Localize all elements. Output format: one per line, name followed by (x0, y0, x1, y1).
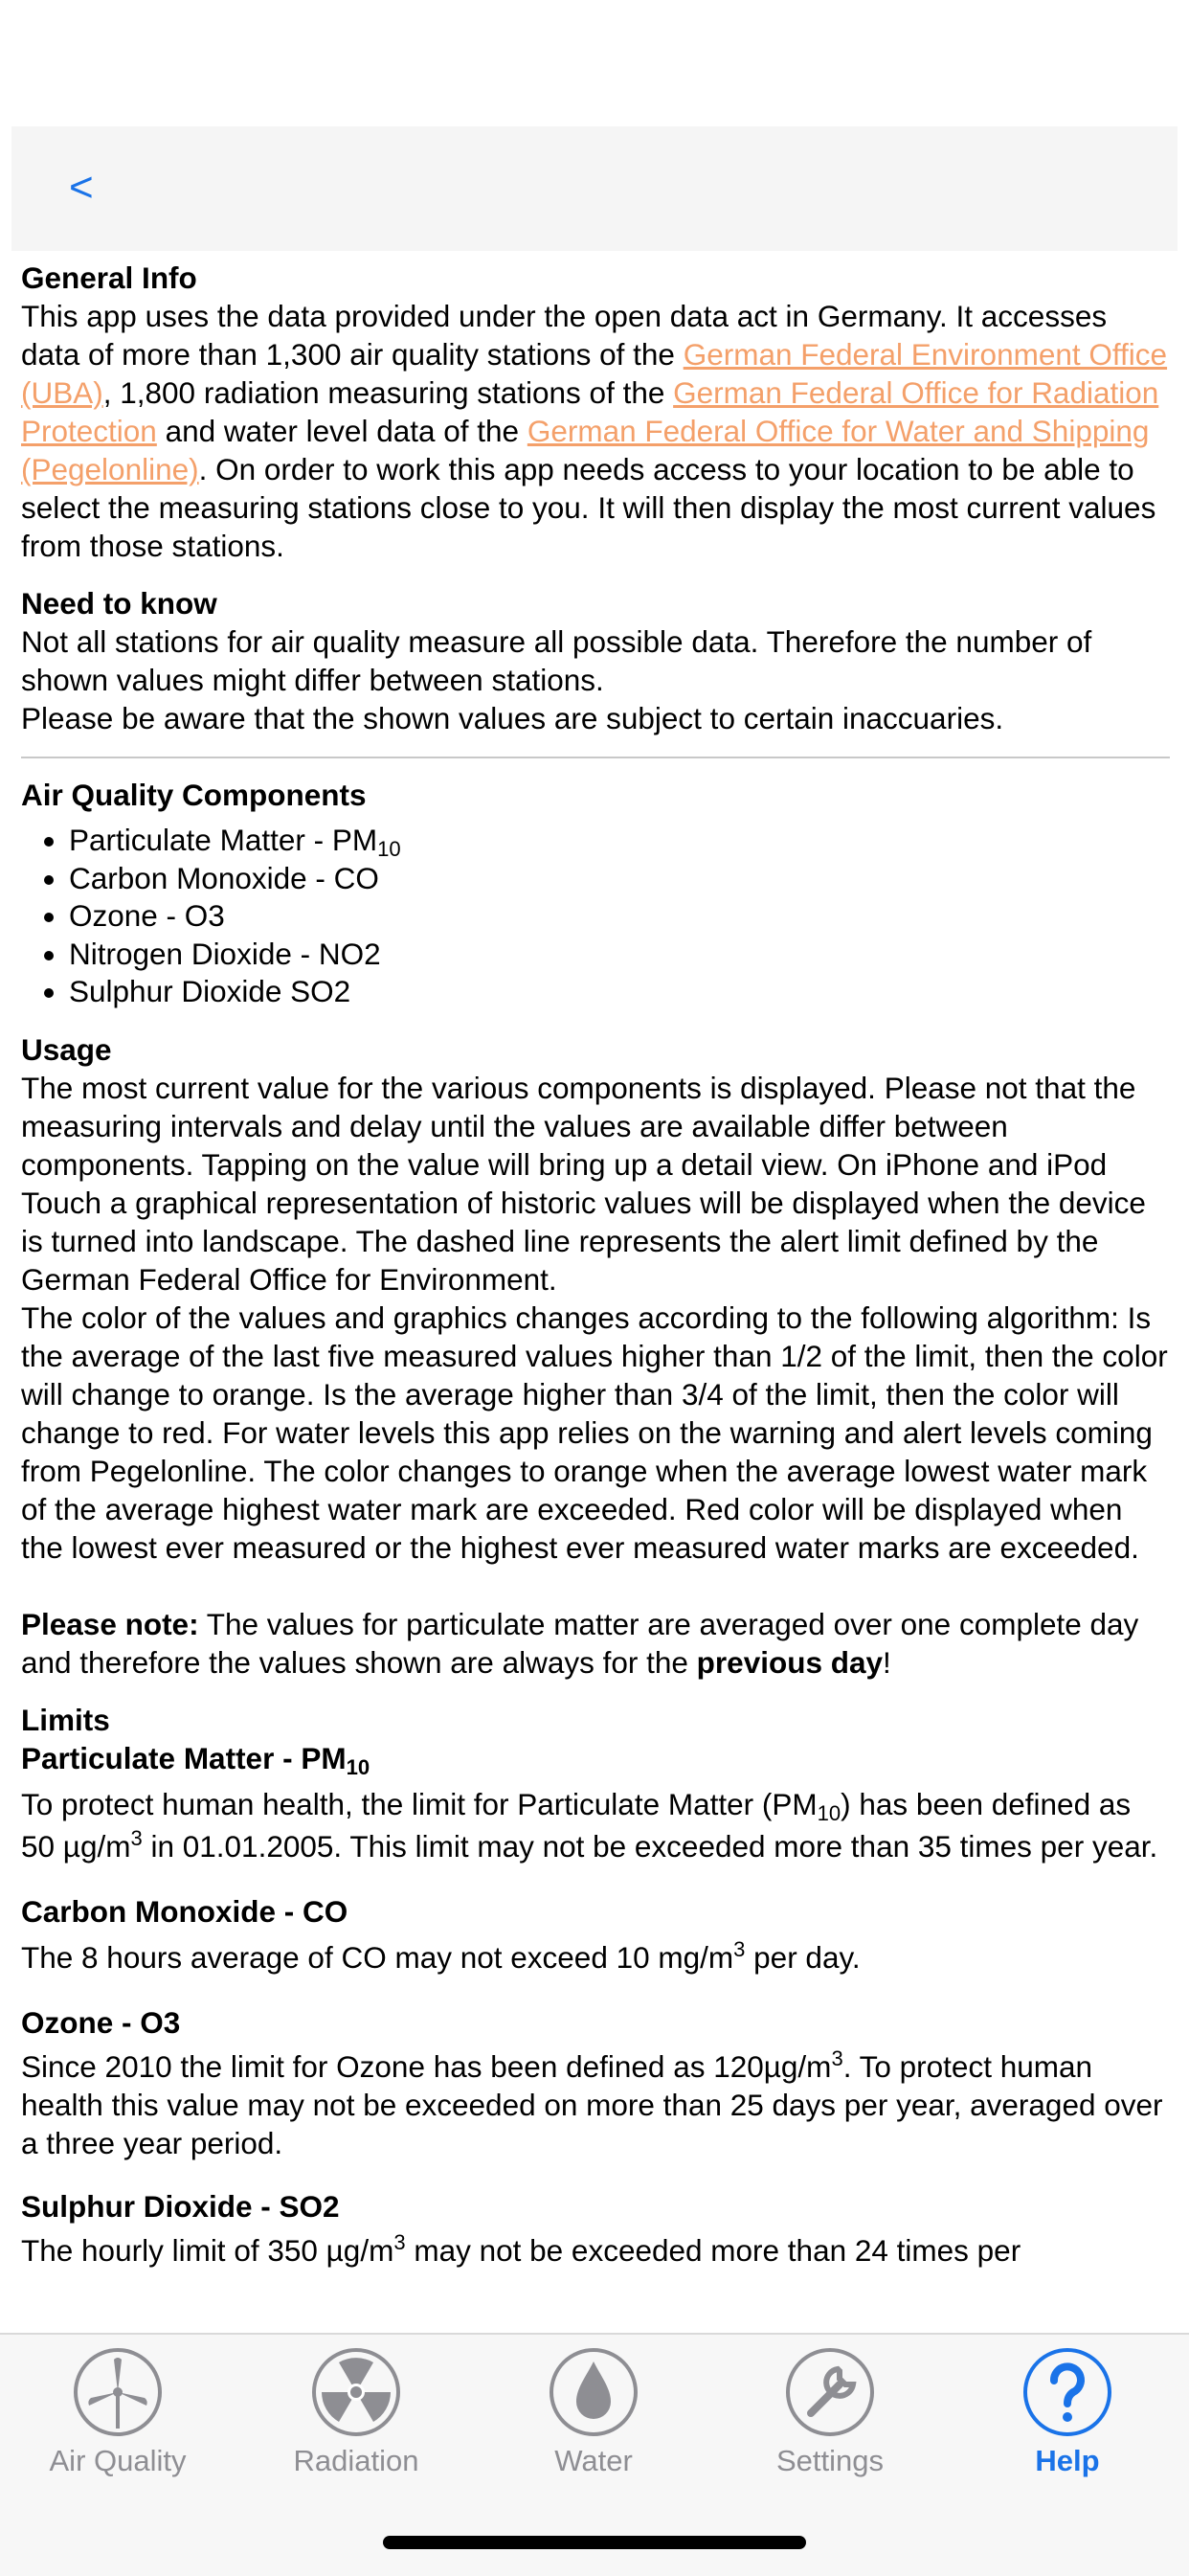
radiation-icon (310, 2346, 402, 2438)
co-limit-t2: per day. (745, 1939, 861, 1975)
uba-link[interactable]: German Federal Environment Office (UBA) (21, 337, 1168, 410)
tab-water[interactable] (498, 2346, 689, 2478)
tab-help[interactable] (972, 2346, 1163, 2478)
list-item: • Nitrogen Dioxide - NO2 (69, 936, 1170, 974)
co-limit-title: Carbon Monoxide - CO (21, 1893, 348, 1929)
water-drop-icon (548, 2346, 639, 2438)
so2-limit-title: Sulphur Dioxide - SO2 (21, 2188, 340, 2224)
o3-limit-title: Ozone - O3 (21, 2004, 181, 2040)
general-text-2: , 1,800 radiation measuring stations of the (102, 375, 674, 410)
list-item: • Carbon Monoxide - CO (69, 860, 1170, 898)
so2-limit-t1: The hourly limit of 350 µg/m (21, 2232, 394, 2268)
so2-limit-text (21, 2231, 1170, 2270)
pm-limit-sub: 10 (817, 1800, 841, 1825)
co-limit-text (21, 1936, 1170, 1978)
tab-label: Water (554, 2444, 633, 2477)
limits-title: Limits (21, 1702, 110, 1737)
list-item (69, 822, 1170, 860)
so2-limit-sup: 3 (393, 2229, 406, 2254)
o3-limit-t1: Since 2010 the limit for Ozone has been defined as 120µg/m (21, 2048, 832, 2084)
pm-limit-t2: ) has been defined as 50 µg/m (21, 1786, 1132, 1864)
note-text-1: The values for particulate matter are averaged over one complete day and therefore the values shown are always for the (21, 1606, 1139, 1680)
o3-limit-t2: . To protect human health this value may not be exceeded on more than 25 days per year, averaged over a three year period. (21, 2048, 1163, 2160)
tab-label: Air Quality (49, 2444, 187, 2477)
general-text-3: and water level data of the (156, 414, 527, 448)
tab-label: Radiation (293, 2444, 419, 2477)
tab-settings[interactable] (734, 2346, 926, 2478)
tab-radiation[interactable] (260, 2346, 452, 2478)
pegelonline-link[interactable]: German Federal Office for Water and Shipping (Pegelonline) (21, 414, 1150, 486)
pm-limit-text (21, 1783, 1170, 1867)
need-to-know-line-2: Please be aware that the shown values are subject to certain inaccuaries. (21, 701, 1004, 735)
wrench-icon (784, 2346, 876, 2438)
pm-limit-sup: 3 (130, 1825, 143, 1850)
pm-limit-title-text: Particulate Matter - PM (21, 1740, 347, 1775)
components-section (21, 776, 1170, 1011)
pm-limit-title-sub: 10 (346, 1754, 370, 1779)
usage-section (21, 1030, 1170, 1567)
note-bold: previous day (696, 1644, 883, 1680)
usage-paragraph-2: The color of the values and graphics changes according to the following algorithm: Is the average of the last five measured values higher than 1/2 of the limit, then the color will change to orange. Is the average higher than 3/4 of the limit, then the color will change to red. For water levels this app relies on the warning and alert levels coming from Pegelonline. The color changes to orange when the average lowest water mark of the average highest water mark are exceeded. Red color will be displayed when the lowest ever measured or the highest ever measured water marks are exceeded. (21, 1299, 1168, 1565)
pm-subscript: 10 (377, 837, 401, 861)
need-to-know-title: Need to know (21, 586, 217, 621)
usage-paragraph-1: The most current value for the various components is displayed. Please not that the measuring intervals and delay until the values are available differ between components. Tapping on the value will bring up a detail view. On iPhone and iPod Touch a graphical representation of historic values will be displayed when the device is turned into landscape. The dashed line represents the alert limit defined by the German Federal Office for Environment. (21, 1070, 1146, 1297)
help-content[interactable] (21, 259, 1170, 2333)
general-info-section (21, 259, 1170, 565)
tab-label: Help (1035, 2444, 1100, 2477)
so2-limit-t2: may not be exceeded more than 24 times per (405, 2232, 1021, 2268)
list-item: • Sulphur Dioxide SO2 (69, 973, 1170, 1011)
o3-limit-sup: 3 (831, 2045, 843, 2070)
pm-label: Particulate Matter - PM (69, 823, 378, 857)
components-list (21, 822, 1170, 1011)
tab-air-quality[interactable] (22, 2346, 213, 2478)
tab-label: Settings (775, 2444, 884, 2477)
limits-section (21, 1701, 1170, 2270)
general-text-4: . On order to work this app needs access to your location to be able to select the measuring stations close to you. It will then display the most current values from those stations. (21, 452, 1156, 563)
co-limit-sup: 3 (733, 1936, 746, 1961)
general-text-1: This app uses the data provided under the open data act in Germany. It accesses data of more than 1,300 air quality stations of the (21, 299, 1108, 372)
general-info-title: General Info (21, 260, 197, 295)
navigation-bar (11, 126, 1178, 251)
back-button[interactable]: < (69, 164, 94, 211)
note-text-2: ! (883, 1644, 891, 1680)
note-section (21, 1605, 1170, 1682)
note-text (21, 1605, 1170, 1682)
need-to-know-section (21, 584, 1170, 737)
home-indicator[interactable] (383, 2536, 806, 2549)
co-limit-t1: The 8 hours average of CO may not exceed 10 mg/m (21, 1939, 734, 1975)
question-icon (1021, 2346, 1113, 2438)
general-info-text (21, 297, 1170, 565)
divider (21, 757, 1170, 758)
usage-title: Usage (21, 1031, 112, 1067)
pm-limit-t1: To protect human health, the limit for Particulate Matter (PM (21, 1786, 818, 1821)
pm-limit-title (21, 1739, 1170, 1777)
list-item: • Ozone - O3 (69, 897, 1170, 936)
windmill-icon (72, 2346, 164, 2438)
components-title: Air Quality Components (21, 778, 367, 812)
o3-limit-text (21, 2047, 1170, 2162)
bfs-link[interactable]: German Federal Office for Radiation Protection (21, 375, 1159, 448)
pm-limit-t3: in 01.01.2005. This limit may not be exceeded more than 35 times per year. (142, 1828, 1158, 1864)
need-to-know-line-1: Not all stations for air quality measure all possible data. Therefore the number of shown values might differ between stations. (21, 624, 1092, 697)
note-label: Please note: (21, 1606, 199, 1641)
